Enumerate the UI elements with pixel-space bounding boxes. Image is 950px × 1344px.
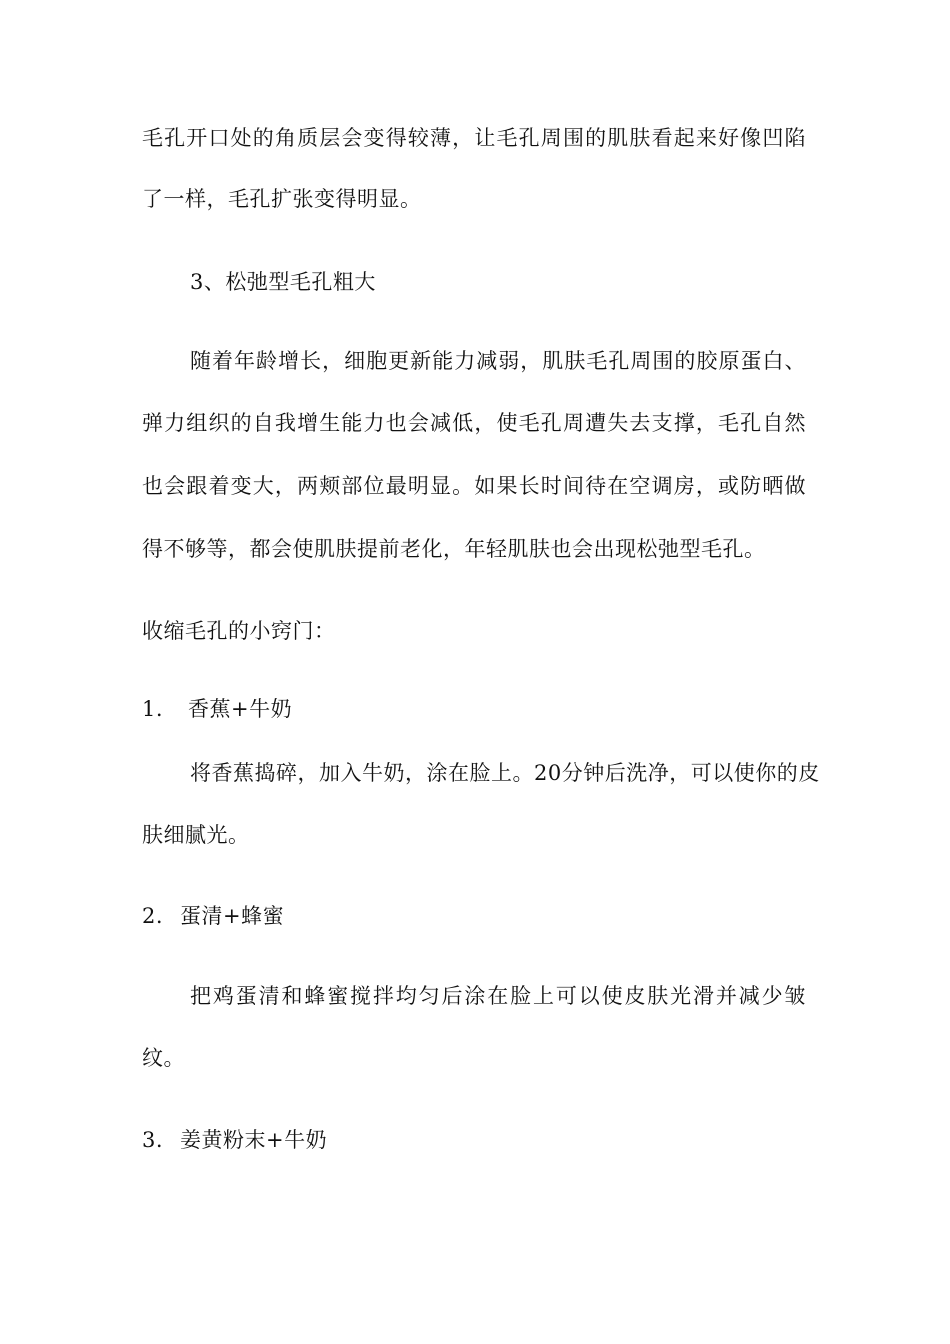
- tip-3-title: 姜黄粉末+牛奶: [180, 1128, 328, 1152]
- tip-2-heading: [142, 901, 284, 931]
- tip-3-number: 3.: [142, 1128, 164, 1152]
- tip-1-number: 1.: [142, 697, 164, 721]
- paragraph-2-line-1: 随着年龄增长，细胞更新能力减弱，肌肤毛孔周围的胶原蛋白、: [190, 349, 806, 373]
- tip-1-heading: [142, 694, 292, 724]
- tip-2-text-line-2: 纹。: [142, 1046, 185, 1070]
- paragraph-1-line-1: 毛孔开口处的角质层会变得较薄，让毛孔周围的肌肤看起来好像凹陷: [142, 126, 806, 150]
- paragraph-1-line-2: 了一样，毛孔扩张变得明显。: [142, 187, 422, 211]
- tip-2-text-line-1: 把鸡蛋清和蜂蜜搅拌均匀后涂在脸上可以使皮肤光滑并减少皱: [190, 984, 806, 1008]
- tip-1-text-line-1: 将香蕉捣碎，加入牛奶，涂在脸上。20分钟后洗净，可以使你的皮: [190, 761, 820, 785]
- paragraph-2-line-2: 弹力组织的自我增生能力也会减低，使毛孔周遭失去支撑，毛孔自然: [142, 411, 806, 435]
- tip-1-title: 香蕉+牛奶: [188, 697, 293, 721]
- paragraph-2-line-3: 也会跟着变大，两颊部位最明显。如果长时间待在空调房，或防晒做: [142, 474, 806, 498]
- paragraph-2-line-4: 得不够等，都会使肌肤提前老化，年轻肌肤也会出现松弛型毛孔。: [142, 537, 766, 561]
- tips-heading: 收缩毛孔的小窍门：: [142, 619, 336, 643]
- tip-3-heading: [142, 1125, 327, 1155]
- tip-2-title: 蛋清+蜂蜜: [180, 904, 285, 928]
- tip-1-text-line-2: 肤细腻光。: [142, 823, 250, 847]
- tip-2-number: 2.: [142, 904, 164, 928]
- section-heading-3: 3、松弛型毛孔粗大: [190, 270, 376, 294]
